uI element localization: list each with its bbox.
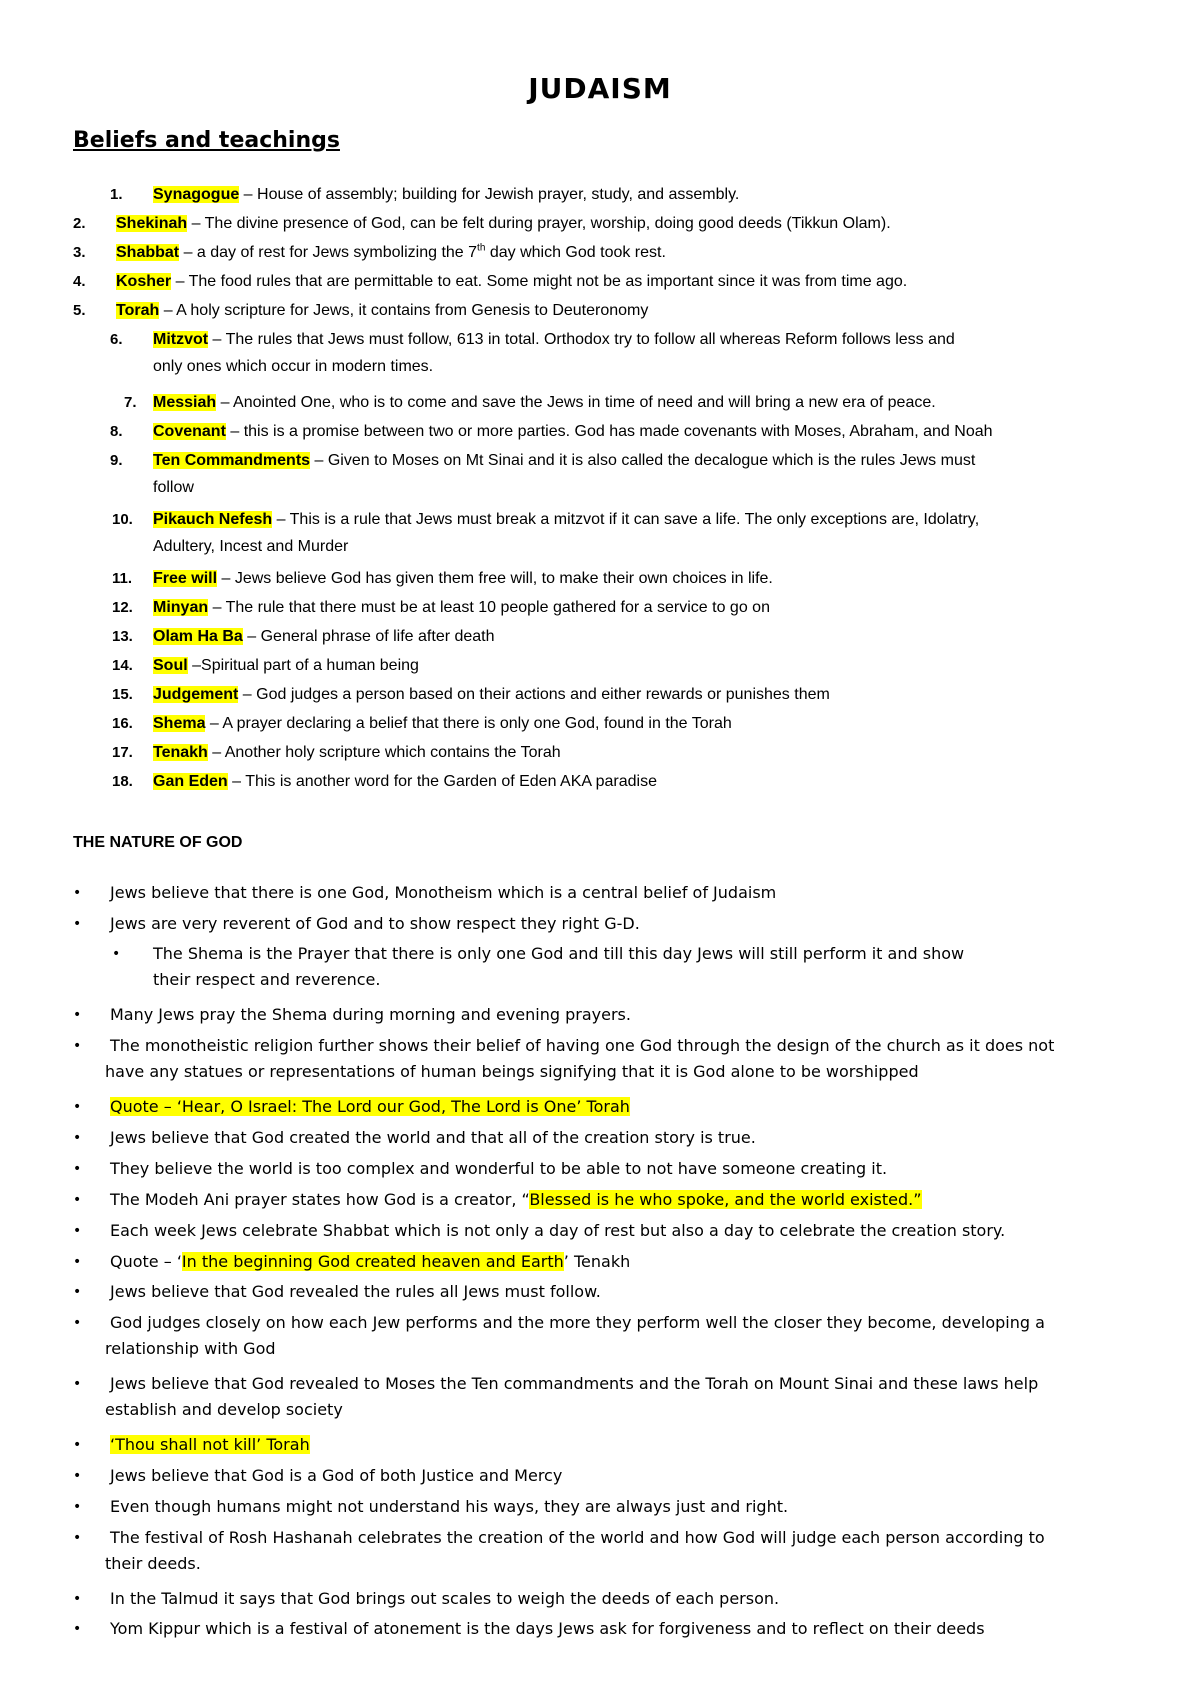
bullet-plain-text: Jews are very reverent of God and to show respect they right G-D. [110, 914, 640, 933]
list-number: 13. [112, 628, 133, 645]
list-item-text [116, 210, 1130, 237]
list-item-text [153, 418, 1130, 445]
list-number: 8. [110, 423, 123, 440]
list-number: 10. [112, 511, 133, 528]
list-number: 2. [73, 215, 86, 232]
bullet-icon: • [73, 885, 82, 901]
term-highlight: Torah [116, 302, 160, 319]
bullet-text [110, 1616, 1135, 1642]
bullet-continued-text: their respect and reverence. [153, 970, 381, 989]
bullet-plain-text: They believe the world is too complex and wonderful to be able to not have someone creating it. [110, 1159, 888, 1178]
bullet-plain-text: The festival of Rosh Hashanah celebrates the creation of the world and how God will judge each person according to [110, 1528, 1045, 1547]
bullet-icon: • [73, 1621, 82, 1637]
bullet-text [110, 1463, 1135, 1489]
bullet-icon: • [73, 1161, 82, 1177]
bullet-continued-text: have any statues or representations of human beings signifying that it is God alone to be worshipped [105, 1062, 919, 1081]
bullet-text [110, 1249, 1135, 1275]
section-heading-nature-of-god: THE NATURE OF GOD [73, 834, 243, 851]
bullet-text [105, 1525, 1135, 1577]
list-item-text [153, 623, 1130, 650]
list-number: 11. [112, 570, 133, 587]
bullet-text [110, 1094, 1135, 1120]
bullet-text [110, 880, 1135, 906]
bullet-text [110, 1494, 1135, 1520]
term-definition: – Given to Moses on Mt Sinai and it is also called the decalogue which is the rules Jews must [310, 452, 976, 469]
list-number: 16. [112, 715, 133, 732]
list-item-text [116, 268, 1130, 295]
term-highlight: Synagogue [153, 186, 240, 203]
list-number: 3. [73, 244, 86, 261]
list-item-text [153, 681, 1130, 708]
bullet-plain-text: In the Talmud it says that God brings out scales to weigh the deeds of each person. [110, 1589, 780, 1608]
bullet-text [110, 1156, 1135, 1182]
term-definition: – The rule that there must be at least 10 people gathered for a service to go on [208, 599, 770, 616]
bullet-plain-text: Jews believe that God revealed the rules all Jews must follow. [110, 1282, 601, 1301]
section-heading-beliefs: Beliefs and teachings [73, 128, 340, 153]
term-highlight: Shema [153, 715, 206, 732]
term-highlight: Kosher [116, 273, 172, 290]
quote-highlight: ‘Thou shall not kill’ Torah [110, 1435, 310, 1454]
list-item-text [153, 326, 1130, 380]
list-number: 5. [73, 302, 86, 319]
list-item-text [153, 447, 1130, 501]
term-highlight: Pikauch Nefesh [153, 511, 273, 528]
term-definition: – General phrase of life after death [242, 628, 495, 645]
bullet-text [110, 1125, 1135, 1151]
term-definition: –Spiritual part of a human being [187, 657, 419, 674]
bullet-icon: • [73, 1130, 82, 1146]
term-highlight: Judgement [153, 686, 239, 703]
bullet-text [110, 1187, 1135, 1213]
term-definition: – Anointed One, who is to come and save the Jews in time of need and will bring a new era of peace. [216, 394, 936, 411]
bullet-plain-text: Jews believe that there is one God, Monotheism which is a central belief of Judaism [110, 883, 777, 902]
bullet-text [153, 941, 1135, 993]
bullet-icon: • [73, 1315, 82, 1331]
list-item-text [153, 565, 1130, 592]
bullet-plain-text: Each week Jews celebrate Shabbat which is not only a day of rest but also a day to celebrate the creation story. [110, 1221, 1006, 1240]
list-number: 14. [112, 657, 133, 674]
bullet-text [110, 911, 1135, 937]
bullet-plain-text: The Shema is the Prayer that there is only one God and till this day Jews will still perform it and show [153, 944, 965, 963]
term-definition: day which God took rest. [485, 244, 666, 261]
term-definition: – this is a promise between two or more parties. God has made covenants with Moses, Abraham, and Noah [225, 423, 993, 440]
list-number: 12. [112, 599, 133, 616]
bullet-text [105, 1310, 1135, 1362]
list-item-text [116, 297, 1130, 324]
term-definition: – This is a rule that Jews must break a mitzvot if it can save a life. The only exceptions are, Idolatry, [272, 511, 980, 528]
term-highlight: Shekinah [116, 215, 188, 232]
bullet-plain-text: Yom Kippur which is a festival of atonement is the days Jews ask for forgiveness and to reflect on their deeds [110, 1619, 985, 1638]
bullet-plain-text: God judges closely on how each Jew performs and the more they perform well the closer they become, developing a [110, 1313, 1045, 1332]
bullet-continued-text: relationship with God [105, 1339, 276, 1358]
term-definition: – God judges a person based on their actions and either rewards or punishes them [238, 686, 830, 703]
bullet-continued-text: establish and develop society [105, 1400, 343, 1419]
bullet-plain-text: Many Jews pray the Shema during morning and evening prayers. [110, 1005, 631, 1024]
bullet-icon: • [73, 1437, 82, 1453]
list-number: 15. [112, 686, 133, 703]
term-highlight: Soul [153, 657, 188, 674]
list-item-text [153, 181, 1130, 208]
term-highlight: Olam Ha Ba [153, 628, 243, 645]
term-highlight: Gan Eden [153, 773, 228, 790]
term-highlight: Messiah [153, 394, 217, 411]
term-definition: – Another holy scripture which contains the Torah [207, 744, 561, 761]
bullet-plain-text: Jews believe that God is a God of both Justice and Mercy [110, 1466, 563, 1485]
document-title: JUDAISM [528, 72, 672, 105]
list-item-text [153, 652, 1130, 679]
bullet-plain-text: The Modeh Ani prayer states how God is a creator, “ [110, 1190, 530, 1209]
list-number: 4. [73, 273, 86, 290]
term-definition-continued: only ones which occur in modern times. [153, 358, 434, 375]
bullet-text [105, 1371, 1135, 1423]
bullet-text [110, 1279, 1135, 1305]
bullet-icon: • [73, 1007, 82, 1023]
term-definition: – The divine presence of God, can be felt during prayer, worship, doing good deeds (Tikkun Olam). [187, 215, 891, 232]
bullet-continued-text: their deeds. [105, 1554, 201, 1573]
term-highlight: Shabbat [116, 244, 180, 261]
term-definition: – A prayer declaring a belief that there is only one God, found in the Torah [205, 715, 732, 732]
bullet-icon: • [73, 1499, 82, 1515]
list-number: 7. [124, 394, 137, 411]
bullet-plain-text: The monotheistic religion further shows their belief of having one God through the design of the church as it does not [110, 1036, 1055, 1055]
term-definition: – Jews believe God has given them free will, to make their own choices in life. [217, 570, 773, 587]
bullet-icon: • [73, 1591, 82, 1607]
list-item-text [153, 710, 1130, 737]
quote-highlight: In the beginning God created heaven and Earth [181, 1252, 564, 1271]
term-highlight: Free will [153, 570, 218, 587]
list-number: 6. [110, 331, 123, 348]
term-definition: – A holy scripture for Jews, it contains from Genesis to Deuteronomy [159, 302, 649, 319]
term-highlight: Mitzvot [153, 331, 209, 348]
list-number: 1. [110, 186, 123, 203]
list-item-text [153, 506, 1130, 560]
bullet-icon: • [73, 1223, 82, 1239]
term-definition-continued: follow [153, 479, 194, 496]
list-item-text [153, 768, 1130, 795]
bullet-text [110, 1218, 1135, 1244]
bullet-trailing-text: ’ Tenakh [563, 1252, 631, 1271]
bullet-icon: • [73, 1192, 82, 1208]
bullet-text [105, 1033, 1135, 1085]
bullet-icon: • [73, 1099, 82, 1115]
bullet-text [110, 1586, 1135, 1612]
bullet-icon: • [73, 1376, 82, 1392]
list-item-text [153, 739, 1130, 766]
bullet-plain-text: Jews believe that God created the world and that all of the creation story is true. [110, 1128, 756, 1147]
bullet-icon: • [73, 1284, 82, 1300]
bullet-icon: • [112, 946, 121, 962]
term-definition-continued: Adultery, Incest and Murder [153, 538, 349, 555]
quote-highlight: Quote – ‘Hear, O Israel: The Lord our God, The Lord is One’ Torah [110, 1097, 630, 1116]
term-highlight: Tenakh [153, 744, 208, 761]
term-definition: – The rules that Jews must follow, 613 in total. Orthodox try to follow all whereas Reform follows less and [208, 331, 955, 348]
term-highlight: Ten Commandments [153, 452, 311, 469]
list-item-text [116, 239, 1130, 266]
bullet-plain-text: Jews believe that God revealed to Moses the Ten commandments and the Torah on Mount Sinai and these laws help [110, 1374, 1039, 1393]
bullet-icon: • [73, 1468, 82, 1484]
quote-highlight: Blessed is he who spoke, and the world existed.” [529, 1190, 922, 1209]
bullet-text [110, 1432, 1135, 1458]
list-number: 9. [110, 452, 123, 469]
bullet-plain-text: Quote – ‘ [110, 1252, 182, 1271]
bullet-icon: • [73, 1530, 82, 1546]
bullet-plain-text: Even though humans might not understand his ways, they are always just and right. [110, 1497, 789, 1516]
list-item-text [153, 389, 1130, 416]
term-definition: – House of assembly; building for Jewish prayer, study, and assembly. [239, 186, 740, 203]
list-number: 17. [112, 744, 133, 761]
bullet-text [110, 1002, 1135, 1028]
term-definition-start: – a day of rest for Jews symbolizing the 7 [179, 244, 478, 261]
superscript: th [477, 242, 486, 254]
list-number: 18. [112, 773, 133, 790]
term-highlight: Covenant [153, 423, 226, 440]
bullet-icon: • [73, 1038, 82, 1054]
bullet-icon: • [73, 916, 82, 932]
term-definition: – This is another word for the Garden of Eden AKA paradise [227, 773, 657, 790]
bullet-icon: • [73, 1254, 82, 1270]
term-highlight: Minyan [153, 599, 209, 616]
term-definition: – The food rules that are permittable to eat. Some might not be as important since it was from time ago. [171, 273, 908, 290]
list-item-text [153, 594, 1130, 621]
